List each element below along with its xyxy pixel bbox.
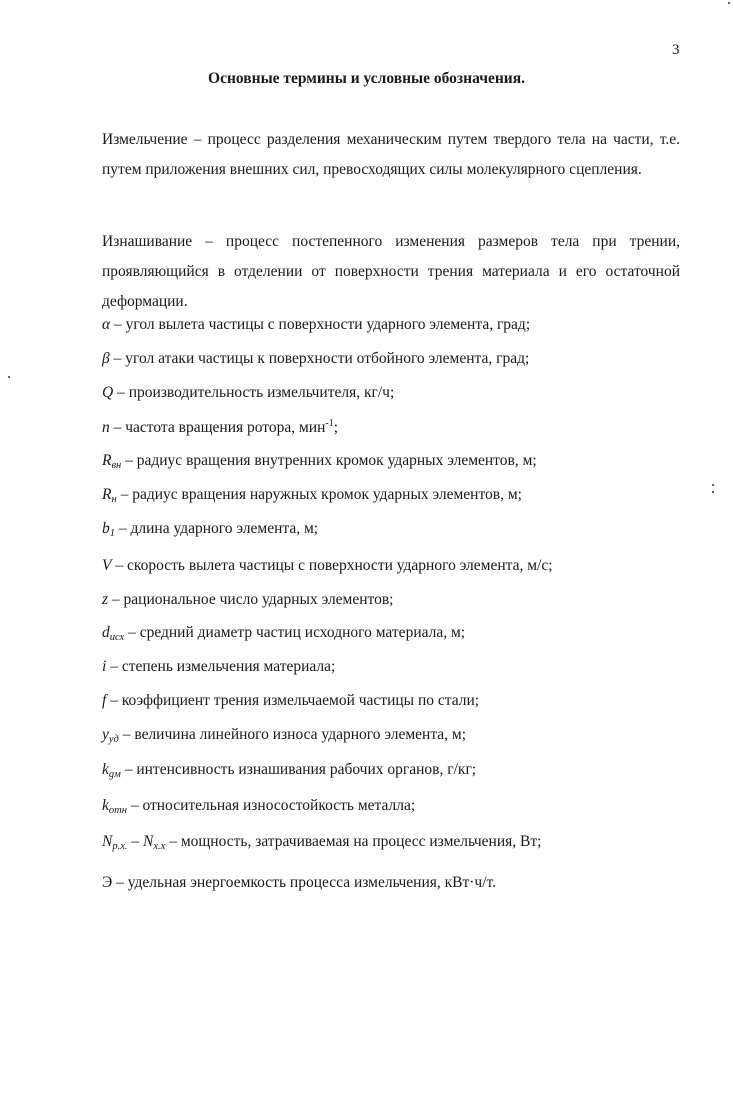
symbol-row-r-inner: $R_{вн}$ – радиус вращения внутренних кромок ударных элементов, м; xyxy=(102,452,537,471)
symbol-row-d: $d_{исх}$ – средний диаметр частиц исходного материала, м; xyxy=(102,624,466,643)
symbol-row-r-outer: $R_н$ – радиус вращения наружных кромок ударных элементов, м; xyxy=(102,486,522,505)
symbol-row-z: z – рациональное число ударных элементов; xyxy=(102,591,394,608)
symbol-row-n: n – частота вращения ротора, мин$^{-1}$; xyxy=(102,418,339,436)
scan-speck xyxy=(728,2,730,4)
scan-speck xyxy=(712,491,714,493)
symbol-row-alpha: α – угол вылета частицы с поверхности ударного элемента, град; xyxy=(102,316,531,333)
scan-speck xyxy=(8,376,10,378)
definition-wear: Изнашивание – процесс постепенного изменения размеров тела при трении, проявляющийся в отделении от поверхности трения материала и его остаточной деформации. xyxy=(102,233,680,310)
page-title: Основные термины и условные обозначения. xyxy=(208,70,525,87)
symbol-row-q: Q – производительность измельчителя, кг/ч; xyxy=(102,384,395,401)
symbol-row-beta: β – угол атаки частицы к поверхности отбойного элемента, град; xyxy=(102,350,530,367)
definition-grinding: Измельчение – процесс разделения механическим путем твердого тела на части, т.е. путем приложения внешних сил, превосходящих силы молекулярного сцепления. xyxy=(102,131,680,178)
symbol-row-power: $N_{р.х.} - N_{х.х}$ – мощность, затрачиваемая на процесс измельчения, Вт; xyxy=(102,833,542,852)
page-number: 3 xyxy=(672,42,680,58)
symbol-row-i: i – степень измельчения материала; xyxy=(102,658,336,675)
symbol-row-k-wear: $k_{gм}$ – интенсивность изнашивания рабочих органов, г/кг; xyxy=(102,761,477,780)
symbol-row-b1: $b_1$ – длина ударного элемента, м; xyxy=(102,520,319,539)
symbol-row-k-rel: $k_{отн}$ – относительная износостойкость металла; xyxy=(102,797,416,816)
symbol-row-v: V – скорость вылета частицы с поверхности ударного элемента, м/с; xyxy=(102,557,553,574)
symbol-row-energy: Э – удельная энергоемкость процесса измельчения, кВт·ч/т. xyxy=(102,874,497,891)
symbol-row-y: $y_{уд}$ – величина линейного износа ударного элемента, м; xyxy=(102,726,467,745)
symbol-row-f: f – коэффициент трения измельчаемой частицы по стали; xyxy=(102,692,480,709)
scan-speck xyxy=(712,484,714,486)
